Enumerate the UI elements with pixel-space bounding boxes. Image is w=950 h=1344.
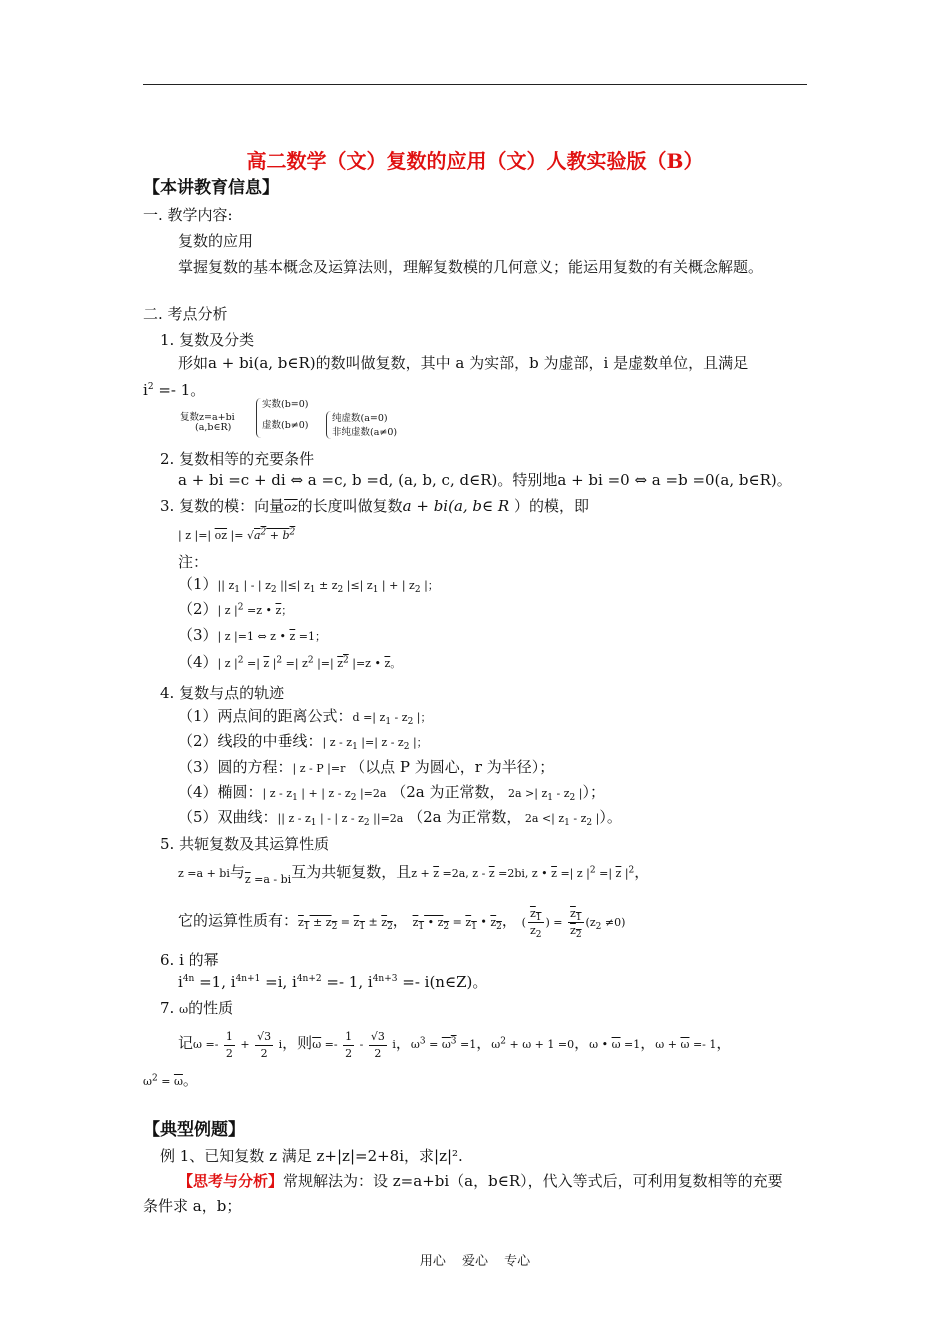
modulus-formula: | z |=| $\overline{oz}$ |= $√a^2 + b^2$ bbox=[178, 527, 296, 542]
item1-def-a: 形如 bbox=[178, 354, 209, 372]
complex-form-formula: a + bi(a, b∈R) bbox=[208, 354, 316, 372]
note-1: （1）|| $z_1$ | - | $z_2$ ||≤| $z_1 \pm z_2$ |≤| $z_1$ | + | $z_2$ |； bbox=[178, 575, 439, 596]
header-rule bbox=[143, 84, 807, 85]
item1-definition bbox=[178, 353, 748, 373]
locus-3: （3）圆的方程：| z - P |=r （以点 P 为圆心，r 为半径）； bbox=[178, 758, 555, 776]
item1-def-b: 的数叫做复数，其中 a 为实部，b 为虚部，i 是虚数单位，且满足 bbox=[315, 354, 749, 372]
class-root-sub: (a,b∈R) bbox=[195, 422, 232, 433]
part1-topic: 复数的应用 bbox=[178, 232, 254, 250]
part2-heading: 二. 考点分析 bbox=[143, 305, 228, 323]
item2-heading: 2. 复数相等的充要条件 bbox=[160, 450, 315, 468]
document-title: 高二数学（文）复数的应用（文）人教实验版（B） bbox=[246, 149, 704, 173]
conjugate-properties: 它的运算性质有：$z_1 \pm z_2 = z_1 \pm z_2$， $z_1$ • $z_2 = z_1$ • $z_2$， ( $\frac{z_1}{z_2}$ ) = $\frac{z_1}{z_2}$ $(z_2 \ne 0)$ bbox=[178, 907, 626, 941]
powers-of-i: $i^{4n} =1$, $i^{4n+1} =i$, $i^{4n+2} =- 1$, $i^{4n+3}$ =- i(n∈Z)。 bbox=[178, 973, 488, 991]
omega-properties: 记ω =- $\frac{1}{2}$ + $\frac{√3}{2}$ i，则$\overline{\omega}$ =- $\frac{1}{2}$ - $\frac{√3}{2}$ i，$\omega^3 = \omega^3 =1$，$\omega^2 + \omega + 1 =0$，ω • $\overline{\omega} =1$，$\omega + \overline{\omega} =- 1$， bbox=[178, 1029, 732, 1060]
item1-heading: 1. 复数及分类 bbox=[160, 331, 255, 349]
item1-i-squared: $i^2 =- 1$。 bbox=[143, 381, 206, 399]
item4-heading: 4. 复数与点的轨迹 bbox=[160, 684, 285, 702]
class-real: 实数(b=0) bbox=[262, 399, 309, 410]
item6-heading: 6. i 的幂 bbox=[160, 951, 219, 969]
part1-heading: 一. 教学内容: bbox=[143, 206, 233, 224]
item7-heading: 7. ω的性质 bbox=[160, 999, 234, 1017]
locus-4: （4）椭圆：| z - $z_1$ | + | z - $z_2$ |=2a （2a 为正常数， 2a >| $z_1 - z_2$ |）； bbox=[178, 783, 605, 804]
part1-goal: 掌握复数的基本概念及运算法则，理解复数模的几何意义；能运用复数的有关概念解题。 bbox=[178, 258, 764, 276]
locus-1: （1）两点间的距离公式：d =| $z_1 - z_2$ |； bbox=[178, 707, 432, 728]
item3-heading: 3. 复数的模：向量$\overline{oz}$的长度叫做复数a + bi(a, b∈ R ）的模，即 bbox=[160, 497, 589, 515]
example-1: 例 1、已知复数 z 满足 z+|z|=2+8i，求|z|². bbox=[160, 1147, 463, 1165]
note-2: （2）| z $|^2 =z$ • $\overline{z}$； bbox=[178, 600, 293, 618]
conjugate-def: z =a + bi与$_{\overline{z} =a - bi}$互为共轭复数，且$z + \overline{z} =2a$, $z - \overline{z} =2bi$, z • $\overline{z}$ =| z $|^2$ =| $\overline{z}$ $|^2$， bbox=[178, 863, 650, 886]
example-1-hint-cont: 条件求 a，b； bbox=[143, 1197, 242, 1215]
note-4: （4）| z $|^2$ =| $\overline{z}$ $|^2$ =| $z^2$ |=| $z^2$ |=z • $\overline{z}$。 bbox=[178, 653, 402, 671]
class-nonpure: 非纯虚数(a≠0) bbox=[332, 427, 398, 438]
example-1-hint: 【思考与分析】常规解法为：设 z=a+bi（a，b∈R），代入等式后，可利用复数相等的充要 bbox=[178, 1172, 783, 1190]
note-3: （3）| z |=1 ⇔ z • $\overline{z} =1$； bbox=[178, 626, 326, 644]
omega-squared: $\omega^2 = \overline{\omega}$。 bbox=[143, 1071, 198, 1089]
class-root: 复数z=a+bi bbox=[180, 412, 235, 423]
class-brace-imag bbox=[326, 411, 331, 439]
locus-2: （2）线段的中垂线：| z - $z_1$ |=| z - $z_2$ |； bbox=[178, 732, 428, 753]
section-info-heading: 【本讲教育信息】 bbox=[143, 178, 279, 198]
page-footer: 用心 爱心 专心 bbox=[419, 1254, 531, 1269]
class-imag: 虚数(b≠0) bbox=[262, 420, 309, 431]
class-pure: 纯虚数(a=0) bbox=[332, 413, 388, 424]
item5-heading: 5. 共轭复数及其运算性质 bbox=[160, 835, 330, 853]
class-brace-main bbox=[256, 398, 261, 438]
examples-heading: 【典型例题】 bbox=[143, 1120, 245, 1140]
item3-note: 注： bbox=[178, 553, 209, 571]
item1-def-c: 。 bbox=[190, 381, 206, 399]
locus-5: （5）双曲线：|| z - $z_1$ | - | z - $z_2$ ||=2a （2a 为正常数， 2a <| $z_1 - z_2$ |）。 bbox=[178, 808, 622, 829]
item2-formula: a + bi =c + di ⇔ a =c, b =d, (a, b, c, d∈R)。特别地a + bi =0 ⇔ a =b =0(a, b∈R)。 bbox=[178, 471, 792, 489]
